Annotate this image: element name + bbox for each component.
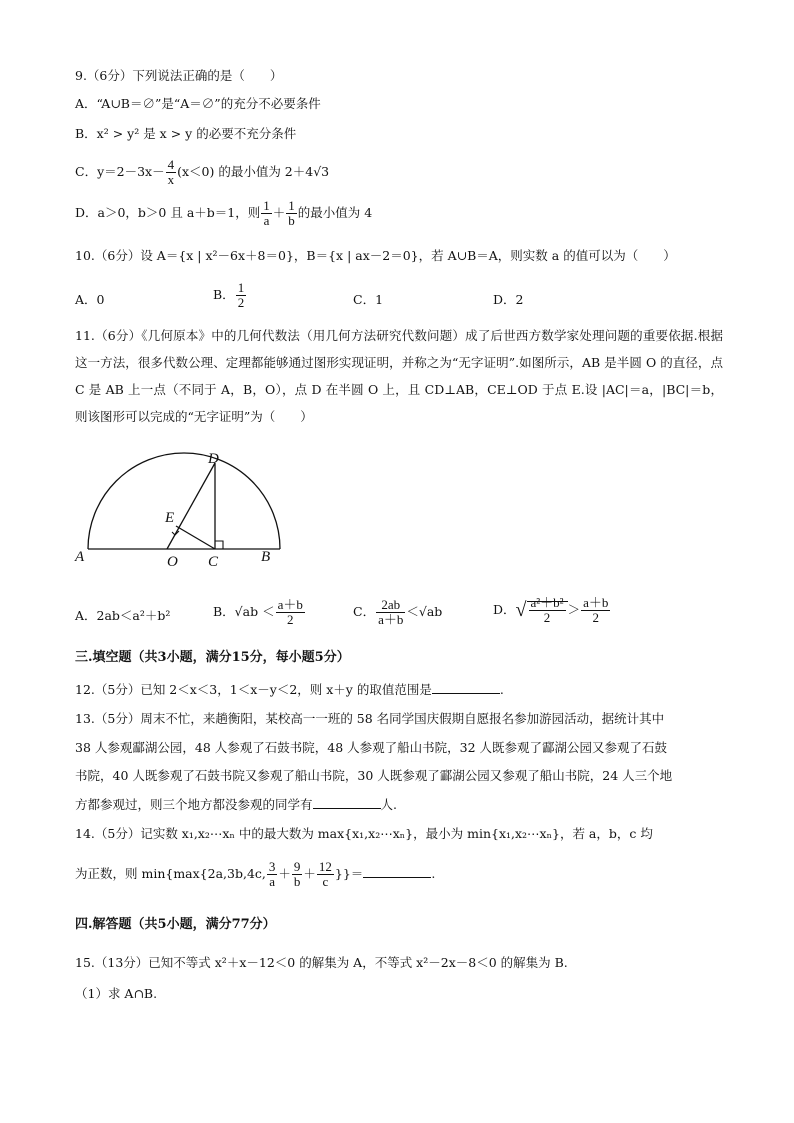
- label-a: A: [75, 549, 85, 565]
- q11-d-fraction2: [581, 596, 610, 625]
- label-b: B: [261, 549, 271, 565]
- q14-answer-blank[interactable]: [363, 865, 431, 878]
- q9-c-pre: C．y＝2－3x－: [75, 164, 165, 179]
- q14-frac1: [267, 860, 278, 889]
- q9-d-f1d: a: [263, 213, 270, 228]
- q11-d-mid: ＞: [567, 602, 581, 617]
- q10-b-den: 2: [237, 295, 245, 310]
- section-3-heading: 三.填空题（共3小题，满分15分，每小题5分）: [75, 650, 350, 665]
- q11-c-fraction: [376, 598, 405, 627]
- segment-ce: [176, 526, 215, 549]
- q10-stem: 10.（6分）设 A＝{x | x²－6x＋8＝0}，B＝{x | ax－2＝0}，若 A∪B＝A，则实数 a 的值可以为（ ）: [75, 248, 676, 263]
- q11-c-num: 2ab: [376, 598, 405, 613]
- q14-line2: 为正数，则 min{max{2a,3b,4c, $\frac{3}{a}$ ＋ $\frac{9}{b}$ ＋ $\frac{12}{c}$ }}＝ .: [75, 859, 436, 889]
- label-e: E: [165, 510, 175, 526]
- q9-c-den: x: [167, 172, 175, 187]
- semicircle-figure: [70, 448, 290, 578]
- q10-option-d: D．2: [493, 292, 524, 307]
- q9-d-pre: D．a＞0，b＞0 且 a＋b＝1，则: [75, 205, 261, 220]
- q11-d-den: 2: [543, 610, 551, 625]
- q9-option-a: A．“A∪B＝∅”是“A＝∅”的充分不必要条件: [75, 96, 321, 111]
- q9-option-d: D．a＞0，b＞0 且 a＋b＝1，则 $\frac{1}{a}$ ＋ $\frac{1}{b}$ 的最小值为 4: [75, 198, 373, 228]
- q9-c-fraction: [166, 158, 177, 187]
- q11-d-radicand: [527, 595, 568, 625]
- q11-b-fraction: [276, 598, 305, 627]
- q15-stem: 15.（13分）已知不等式 x²＋x－12＜0 的解集为 A，不等式 x²－2x－8＜0 的解集为 B.: [75, 955, 568, 970]
- right-angle-c: [215, 541, 223, 549]
- q11-d-num: a²＋b²: [530, 595, 564, 610]
- q14-f2n: 9: [293, 859, 301, 874]
- q11-b-num: a＋b: [277, 597, 303, 612]
- q9-stem: 9.（6分）下列说法正确的是（ ）: [75, 68, 283, 83]
- q14-frac2: [292, 860, 303, 889]
- q13-line1: 13.（5分）周末不忙，来趟衡阳，某校高一一班的 58 名同学国庆假期自愿报名参加游园活动，据统计其中: [75, 711, 665, 726]
- q14-l2-post: }}＝: [334, 866, 364, 881]
- q9-c-post: (x＜0) 的最小值为 2＋4√3: [177, 164, 330, 179]
- q9-d-post: 的最小值为 4: [297, 205, 373, 220]
- q11-option-b: [213, 598, 306, 627]
- q14-l2-pre: 为正数，则 min{max{2a,3b,4c,: [75, 866, 266, 881]
- q11-b-pre: B．√ab ＜: [213, 604, 275, 619]
- q11-c-post: ＜√ab: [406, 604, 443, 619]
- q9-d-frac2: [286, 199, 297, 228]
- q14-end: .: [431, 866, 436, 881]
- q12-answer-blank[interactable]: [432, 681, 500, 694]
- label-c: C: [208, 554, 219, 570]
- section-4-heading: 四.解答题（共5小题，满分77分）: [75, 917, 276, 932]
- q12-pre: 12.（5分）已知 2＜x＜3，1＜x－y＜2，则 x＋y 的取值范围是: [75, 682, 432, 697]
- q11-stem: 11.（6分）《几何原本》中的几何代数法（用几何方法研究代数问题）成了后世西方数学家处理问题的重要依据.根据这一方法，很多代数公理、定理都能够通过图形实现证明，并称之为“无字证明”.如图所示，AB 是半圆 O 的直径，点 C 是 AB 上一点（不同于 A，B，O），点 D 在半圆 O 上，且 CD⊥AB，CE⊥OD 于点 E.设 |AC|＝a，|BC|＝b，则该图形可以完成的“无字证明”为（ ）: [75, 328, 723, 424]
- q13-l4-post: 人.: [380, 797, 397, 812]
- q12: [75, 681, 504, 698]
- q14-f1n: 3: [268, 859, 276, 874]
- radical-icon: √: [515, 599, 527, 621]
- q14-line1: 14.（5分）记实数 x₁,x₂⋯xₙ 中的最大数为 max{x₁,x₂⋯xₙ}，最小为 min{x₁,x₂⋯xₙ}，若 a，b，c 均: [75, 826, 653, 841]
- q10-b-num: 1: [237, 280, 245, 295]
- q14-frac3: [317, 860, 334, 889]
- q13-line4: [75, 796, 397, 813]
- q11-option-a: A．2ab＜a²＋b²: [75, 608, 171, 623]
- q11-b-den: 2: [286, 612, 294, 627]
- q14-f1d: a: [269, 874, 276, 889]
- q13-l4-pre: 方都参观过，则三个地方都没参观的同学有: [75, 797, 313, 812]
- q9-d-f1n: 1: [263, 198, 270, 213]
- q9-d-f2d: b: [288, 213, 295, 228]
- q11-d-den2: 2: [592, 610, 599, 625]
- q11-d-fraction1: [529, 596, 566, 625]
- q14-f3n: 12: [318, 859, 332, 874]
- q14-f3d: c: [322, 874, 329, 889]
- q10-b-fraction: [236, 281, 247, 310]
- q9-d-f2n: 1: [288, 198, 295, 213]
- q9-option-b: B．x² > y² 是 x > y 的必要不充分条件: [75, 126, 297, 141]
- q11-c-den: a＋b: [378, 612, 404, 627]
- q11-d-pre: D．: [493, 602, 516, 617]
- q12-post: .: [499, 682, 504, 697]
- q10-option-c: C．1: [353, 292, 384, 307]
- semicircle-arc: [88, 453, 280, 549]
- q11-option-d: [493, 596, 611, 625]
- q9-option-c: [75, 158, 329, 187]
- q13-answer-blank[interactable]: [313, 796, 381, 809]
- segment-od: [167, 463, 215, 549]
- q10-option-a: A．0: [75, 292, 105, 307]
- q13-line3: 书院，40 人既参观了石鼓书院又参观了船山书院，30 人既参观了酃湖公园又参观了船山书院，24 人三个地: [75, 768, 673, 783]
- q9-d-frac1: [261, 199, 272, 228]
- q9-c-num: 4: [167, 157, 175, 172]
- label-o: O: [167, 554, 178, 570]
- q10-option-b: [213, 281, 247, 310]
- q15-part1: （1）求 A∩B.: [75, 986, 158, 1001]
- q13-line2: 38 人参观酃湖公园，48 人参观了石鼓书院，48 人参观了船山书院，32 人既参观了酃湖公园又参观了石鼓: [75, 740, 668, 755]
- q10-b-pre: B．: [213, 287, 235, 302]
- q11-d-num2: a＋b: [583, 595, 609, 610]
- q11-option-c: [353, 598, 442, 627]
- q11-c-pre: C．: [353, 604, 376, 619]
- label-d: D: [208, 451, 219, 467]
- q14-f2d: b: [293, 874, 301, 889]
